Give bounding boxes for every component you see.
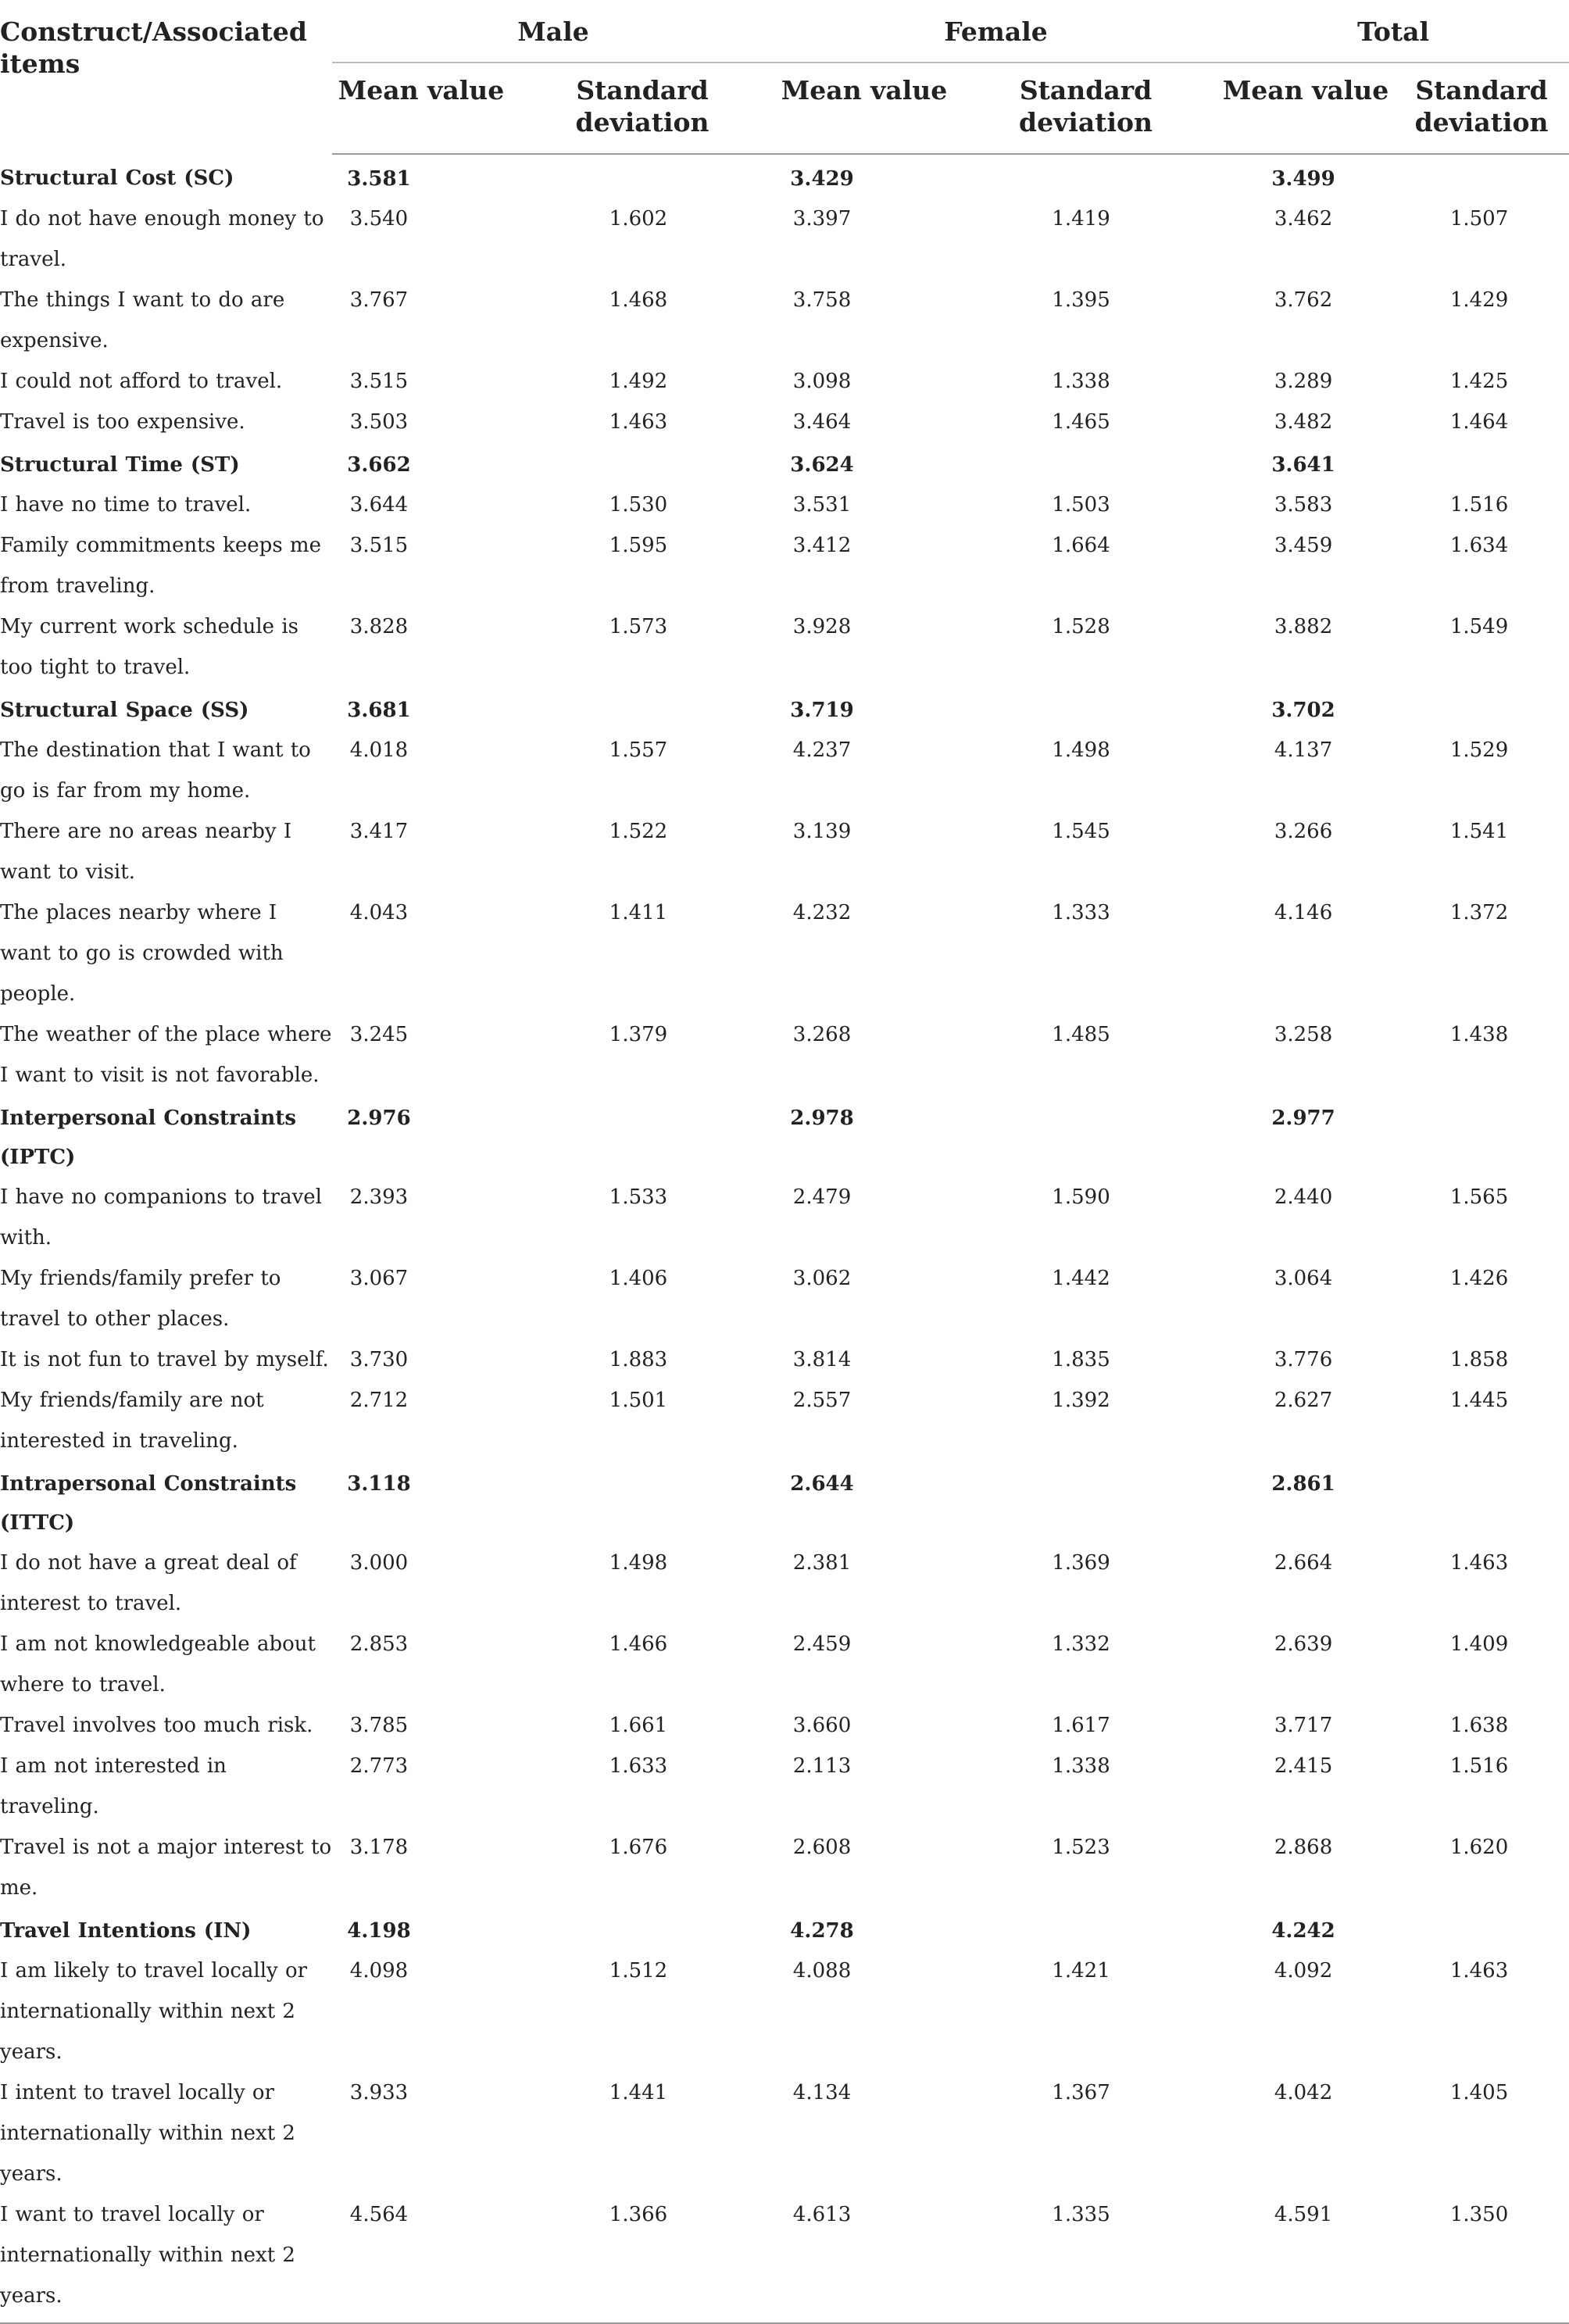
male-mean-cell: 3.933 [349, 2081, 409, 2104]
item-label: It is not fun to travel by myself. [0, 1348, 329, 1371]
male-sd-cell [510, 442, 774, 484]
total-mean-cell: 2.639 [1274, 1632, 1333, 1656]
female-mean-cell: 4.613 [774, 2194, 954, 2323]
female-sd-cell [954, 1908, 1217, 1950]
female-mean-header: Mean value [774, 63, 954, 154]
item-row [0, 1624, 1569, 1705]
total-mean-cell: 3.882 [1274, 615, 1333, 638]
female-mean-cell: 3.412 [792, 534, 852, 557]
item-row [0, 1258, 1569, 1339]
total-sd-cell [1394, 1908, 1569, 1950]
male-sd-cell [510, 1096, 774, 1177]
total-group-header: Total [1217, 0, 1569, 63]
item-row [0, 198, 1569, 280]
item-label: Travel is too expensive. [0, 410, 245, 434]
female-sd-cell: 1.421 [1052, 1959, 1110, 1983]
male-mean-cell: 3.540 [349, 207, 409, 231]
item-row [0, 1177, 1569, 1258]
female-sd-cell: 1.333 [1052, 901, 1110, 924]
male-mean-cell: 2.976 [347, 1107, 411, 1130]
total-mean-cell: 4.042 [1274, 2081, 1333, 2104]
total-mean-cell: 3.717 [1274, 1714, 1333, 1737]
male-mean-cell: 4.198 [347, 1919, 411, 1943]
female-mean-cell: 3.139 [792, 820, 852, 843]
female-mean-cell: 3.624 [790, 453, 854, 477]
item-row [0, 1380, 1569, 1461]
female-sd-cell: 1.485 [1052, 1023, 1110, 1046]
item-label: I do not have enough money to travel. [0, 207, 324, 271]
female-sd-cell [954, 442, 1217, 484]
male-mean-cell: 3.767 [349, 288, 409, 312]
female-mean-cell: 4.232 [792, 901, 852, 924]
item-row [0, 811, 1569, 892]
total-mean-cell: 2.977 [1271, 1107, 1335, 1130]
item-label: My current work schedule is too tight to travel. [0, 615, 298, 679]
female-sd-cell: 1.442 [1052, 1267, 1110, 1290]
male-mean-cell: 3.417 [349, 820, 409, 843]
male-mean-header: Mean value [332, 63, 510, 154]
male-mean-cell: 3.515 [349, 534, 409, 557]
total-sd-cell: 1.409 [1449, 1632, 1509, 1656]
item-row [0, 1746, 1569, 1827]
total-mean-cell: 3.762 [1274, 288, 1333, 312]
female-mean-cell: 4.088 [792, 1959, 852, 1983]
total-sd-cell: 1.529 [1449, 738, 1509, 762]
female-sd-cell: 1.367 [1052, 2081, 1110, 2104]
item-label: I do not have a great deal of interest to travel. [0, 1551, 297, 1615]
total-sd-cell: 1.464 [1449, 410, 1509, 434]
male-mean-cell: 3.681 [347, 699, 411, 722]
total-sd-cell [1394, 442, 1569, 484]
male-mean-cell: 3.644 [349, 493, 409, 517]
total-sd-cell: 1.426 [1449, 1267, 1509, 1290]
female-mean-cell: 2.557 [792, 1389, 852, 1412]
total-sd-cell: 1.549 [1449, 615, 1509, 638]
item-row [0, 730, 1569, 811]
item-row [0, 280, 1569, 361]
female-mean-cell: 3.464 [792, 410, 852, 434]
female-sd-cell: 1.338 [1052, 370, 1110, 393]
female-sd-cell [954, 1461, 1217, 1543]
female-group-header: Female [774, 0, 1217, 63]
male-sd-cell: 1.512 [609, 1959, 668, 1983]
item-row [0, 1014, 1569, 1096]
item-row [0, 1543, 1569, 1624]
total-sd-cell [1394, 1461, 1569, 1543]
item-label: There are no areas nearby I want to visit. [0, 820, 292, 884]
female-mean-cell: 3.660 [792, 1714, 852, 1737]
male-mean-cell: 3.503 [349, 410, 409, 434]
male-sd-cell: 1.463 [609, 410, 668, 434]
item-label: The things I want to do are expensive. [0, 288, 285, 352]
total-sd-cell: 1.634 [1449, 534, 1509, 557]
item-label: Travel involves too much risk. [0, 1714, 313, 1737]
male-sd-cell: 1.468 [609, 288, 668, 312]
item-label: I want to travel locally or internationally within next 2 years. [0, 2194, 332, 2323]
total-mean-cell: 2.664 [1274, 1551, 1333, 1575]
item-row [0, 2072, 1569, 2194]
male-sd-cell: 1.533 [609, 1185, 668, 1209]
male-sd-cell: 1.661 [609, 1714, 668, 1737]
female-mean-cell: 3.814 [792, 1348, 852, 1371]
male-sd-cell: 1.530 [609, 493, 668, 517]
total-sd-cell: 1.620 [1449, 1836, 1509, 1859]
item-label: My friends/family are not interested in traveling. [0, 1389, 264, 1453]
item-label: The destination that I want to go is far from my home. [0, 738, 311, 803]
construct-row [0, 1461, 1569, 1543]
male-sd-cell: 1.557 [609, 738, 668, 762]
total-mean-cell: 3.641 [1271, 453, 1335, 477]
total-mean-cell: 2.440 [1274, 1185, 1333, 1209]
total-sd-cell: 1.463 [1449, 1551, 1509, 1575]
total-mean-cell: 4.242 [1271, 1919, 1335, 1943]
total-sd-cell: 1.429 [1449, 288, 1509, 312]
female-mean-cell: 2.381 [792, 1551, 852, 1575]
female-sd-cell: 1.545 [1052, 820, 1110, 843]
construct-row [0, 688, 1569, 730]
construct-label: Interpersonal Constraints (IPTC) [0, 1107, 296, 1169]
male-sd-cell: 1.492 [609, 370, 668, 393]
total-mean-cell: 3.064 [1274, 1267, 1333, 1290]
male-sd-cell [510, 154, 774, 198]
female-mean-cell: 3.098 [792, 370, 852, 393]
male-mean-cell: 3.118 [347, 1472, 411, 1496]
female-sd-cell [954, 688, 1217, 730]
construct-label: Structural Cost (SC) [0, 166, 234, 190]
female-sd-cell: 1.503 [1052, 493, 1110, 517]
item-label: I could not afford to travel. [0, 370, 283, 393]
male-mean-cell: 3.178 [349, 1836, 409, 1859]
total-mean-cell: 2.627 [1274, 1389, 1333, 1412]
female-sd-cell: 1.369 [1052, 1551, 1110, 1575]
total-sd-cell: 1.638 [1449, 1714, 1509, 1737]
total-mean-cell: 3.266 [1274, 820, 1333, 843]
female-sd-cell: 1.392 [1052, 1389, 1110, 1412]
male-sd-cell: 1.883 [609, 1348, 668, 1371]
male-mean-cell: 4.018 [349, 738, 409, 762]
female-sd-cell [954, 154, 1217, 198]
female-sd-cell: 1.528 [1052, 615, 1110, 638]
item-row [0, 402, 1569, 442]
construct-row [0, 154, 1569, 198]
male-sd-header: Standard deviation [510, 63, 774, 154]
male-sd-cell: 1.602 [609, 207, 668, 231]
item-label: I have no time to travel. [0, 493, 252, 517]
construct-label: Travel Intentions (IN) [0, 1919, 252, 1943]
female-sd-cell: 1.590 [1052, 1185, 1110, 1209]
total-mean-cell: 3.258 [1274, 1023, 1333, 1046]
male-sd-cell: 1.379 [609, 1023, 668, 1046]
total-mean-cell: 3.459 [1274, 534, 1333, 557]
item-row [0, 1705, 1569, 1746]
female-mean-cell: 2.479 [792, 1185, 852, 1209]
table-body [0, 154, 1569, 2323]
total-mean-cell: 2.861 [1271, 1472, 1335, 1496]
total-sd-cell [1394, 1096, 1569, 1177]
total-sd-cell: 1.507 [1449, 207, 1509, 231]
item-label: I intent to travel locally or internationally within next 2 years. [0, 2081, 295, 2186]
total-mean-cell: 4.137 [1274, 738, 1333, 762]
male-mean-cell: 4.098 [349, 1959, 409, 1983]
male-mean-cell: 3.245 [349, 1023, 409, 1046]
male-sd-cell [510, 1908, 774, 1950]
male-sd-cell: 1.411 [609, 901, 668, 924]
female-mean-cell: 3.928 [792, 615, 852, 638]
total-sd-cell: 1.516 [1449, 1754, 1509, 1778]
item-label: I am not knowledgeable about where to travel. [0, 1632, 316, 1697]
female-sd-cell: 1.338 [1052, 1754, 1110, 1778]
male-sd-cell [510, 688, 774, 730]
male-sd-cell: 1.441 [609, 2081, 668, 2104]
male-mean-cell: 3.730 [349, 1348, 409, 1371]
item-label: The places nearby where I want to go is crowded with people. [0, 901, 284, 1006]
male-mean-cell: 2.853 [349, 1632, 409, 1656]
total-sd-cell: 1.445 [1449, 1389, 1509, 1412]
female-mean-cell: 3.268 [792, 1023, 852, 1046]
item-label: I am not interested in traveling. [0, 1754, 227, 1818]
construct-row [0, 442, 1569, 484]
male-mean-cell: 2.773 [349, 1754, 409, 1778]
male-mean-cell: 2.712 [349, 1389, 409, 1412]
male-mean-cell: 2.393 [349, 1185, 409, 1209]
item-label: I have no companions to travel with. [0, 1185, 322, 1250]
total-mean-cell: 3.289 [1274, 370, 1333, 393]
male-sd-cell: 1.501 [609, 1389, 668, 1412]
item-row [0, 2194, 1569, 2323]
female-mean-cell: 2.644 [790, 1472, 854, 1496]
male-group-header: Male [332, 0, 774, 63]
construct-label: Structural Space (SS) [0, 699, 249, 722]
female-sd-header: Standard deviation [954, 63, 1217, 154]
female-sd-cell: 1.465 [1052, 410, 1110, 434]
header-group-row [0, 0, 1569, 63]
female-mean-cell: 2.459 [792, 1632, 852, 1656]
female-sd-cell: 1.617 [1052, 1714, 1110, 1737]
construct-row [0, 1908, 1569, 1950]
item-row [0, 892, 1569, 1014]
total-mean-cell: 2.415 [1274, 1754, 1333, 1778]
total-mean-cell: 2.868 [1274, 1836, 1333, 1859]
total-sd-cell: 1.438 [1449, 1023, 1509, 1046]
total-sd-cell: 1.516 [1449, 493, 1509, 517]
female-mean-cell: 3.062 [792, 1267, 852, 1290]
female-sd-cell: 1.335 [954, 2194, 1217, 2323]
male-sd-cell: 1.522 [609, 820, 668, 843]
total-mean-cell: 3.583 [1274, 493, 1333, 517]
female-sd-cell: 1.523 [1052, 1836, 1110, 1859]
item-row [0, 361, 1569, 402]
female-sd-cell: 1.419 [1052, 207, 1110, 231]
table-header [0, 0, 1569, 154]
male-sd-cell: 1.633 [609, 1754, 668, 1778]
item-row [0, 606, 1569, 688]
male-mean-cell: 3.515 [349, 370, 409, 393]
item-row [0, 525, 1569, 606]
construct-label: Structural Time (ST) [0, 453, 240, 477]
male-mean-cell: 3.785 [349, 1714, 409, 1737]
item-label: The weather of the place where I want to visit is not favorable. [0, 1023, 332, 1087]
female-sd-cell: 1.498 [1052, 738, 1110, 762]
total-mean-cell: 3.462 [1274, 207, 1333, 231]
female-sd-cell: 1.664 [1052, 534, 1110, 557]
total-sd-cell: 1.372 [1449, 901, 1509, 924]
male-mean-cell: 4.564 [332, 2194, 510, 2323]
female-mean-cell: 3.397 [792, 207, 852, 231]
construct-column-header: Construct/Associated items [0, 16, 307, 79]
female-sd-cell: 1.332 [1052, 1632, 1110, 1656]
total-mean-cell: 4.146 [1274, 901, 1333, 924]
female-mean-cell: 3.758 [792, 288, 852, 312]
female-sd-cell: 1.835 [1052, 1348, 1110, 1371]
total-sd-cell [1394, 154, 1569, 198]
male-mean-cell: 3.662 [347, 453, 411, 477]
female-mean-cell: 4.278 [790, 1919, 854, 1943]
total-sd-cell: 1.858 [1449, 1348, 1509, 1371]
male-sd-cell: 1.366 [510, 2194, 774, 2323]
total-mean-cell: 3.499 [1271, 167, 1335, 191]
total-sd-cell: 1.425 [1449, 370, 1509, 393]
item-label: Family commitments keeps me from traveling. [0, 534, 321, 598]
female-mean-cell: 2.608 [792, 1836, 852, 1859]
female-mean-cell: 4.134 [792, 2081, 852, 2104]
male-sd-cell: 1.573 [609, 615, 668, 638]
male-sd-cell: 1.595 [609, 534, 668, 557]
item-label: I am likely to travel locally or internationally within next 2 years. [0, 1959, 308, 2064]
total-mean-cell: 4.591 [1217, 2194, 1394, 2323]
female-mean-cell: 3.719 [790, 699, 854, 722]
female-mean-cell: 2.978 [790, 1107, 854, 1130]
item-row [0, 1339, 1569, 1380]
total-sd-header: Standard deviation [1394, 63, 1569, 154]
total-mean-header: Mean value [1217, 63, 1394, 154]
female-mean-cell: 2.113 [792, 1754, 852, 1778]
female-mean-cell: 3.531 [792, 493, 852, 517]
item-row [0, 1950, 1569, 2072]
item-row [0, 484, 1569, 525]
male-mean-cell: 3.000 [349, 1551, 409, 1575]
male-sd-cell: 1.676 [609, 1836, 668, 1859]
total-sd-cell: 1.565 [1449, 1185, 1509, 1209]
male-sd-cell: 1.498 [609, 1551, 668, 1575]
female-mean-cell: 4.237 [792, 738, 852, 762]
total-sd-cell [1394, 688, 1569, 730]
item-row [0, 1827, 1569, 1908]
total-mean-cell: 3.776 [1274, 1348, 1333, 1371]
item-label: Travel is not a major interest to me. [0, 1836, 332, 1900]
construct-label: Intrapersonal Constraints (ITTC) [0, 1472, 297, 1535]
male-mean-cell: 3.828 [349, 615, 409, 638]
total-mean-cell: 3.702 [1271, 699, 1335, 722]
total-mean-cell: 3.482 [1274, 410, 1333, 434]
female-sd-cell [954, 1096, 1217, 1177]
female-sd-cell: 1.395 [1052, 288, 1110, 312]
total-sd-cell: 1.541 [1449, 820, 1509, 843]
female-mean-cell: 3.429 [790, 167, 854, 191]
total-sd-cell: 1.405 [1449, 2081, 1509, 2104]
total-mean-cell: 4.092 [1274, 1959, 1333, 1983]
male-sd-cell [510, 1461, 774, 1543]
male-sd-cell: 1.406 [609, 1267, 668, 1290]
item-label: My friends/family prefer to travel to other places. [0, 1267, 281, 1331]
male-mean-cell: 4.043 [349, 901, 409, 924]
male-mean-cell: 3.067 [349, 1267, 409, 1290]
total-sd-cell: 1.350 [1394, 2194, 1569, 2323]
total-sd-cell: 1.463 [1449, 1959, 1509, 1983]
male-mean-cell: 3.581 [347, 167, 411, 191]
construct-row [0, 1096, 1569, 1177]
male-sd-cell: 1.466 [609, 1632, 668, 1656]
